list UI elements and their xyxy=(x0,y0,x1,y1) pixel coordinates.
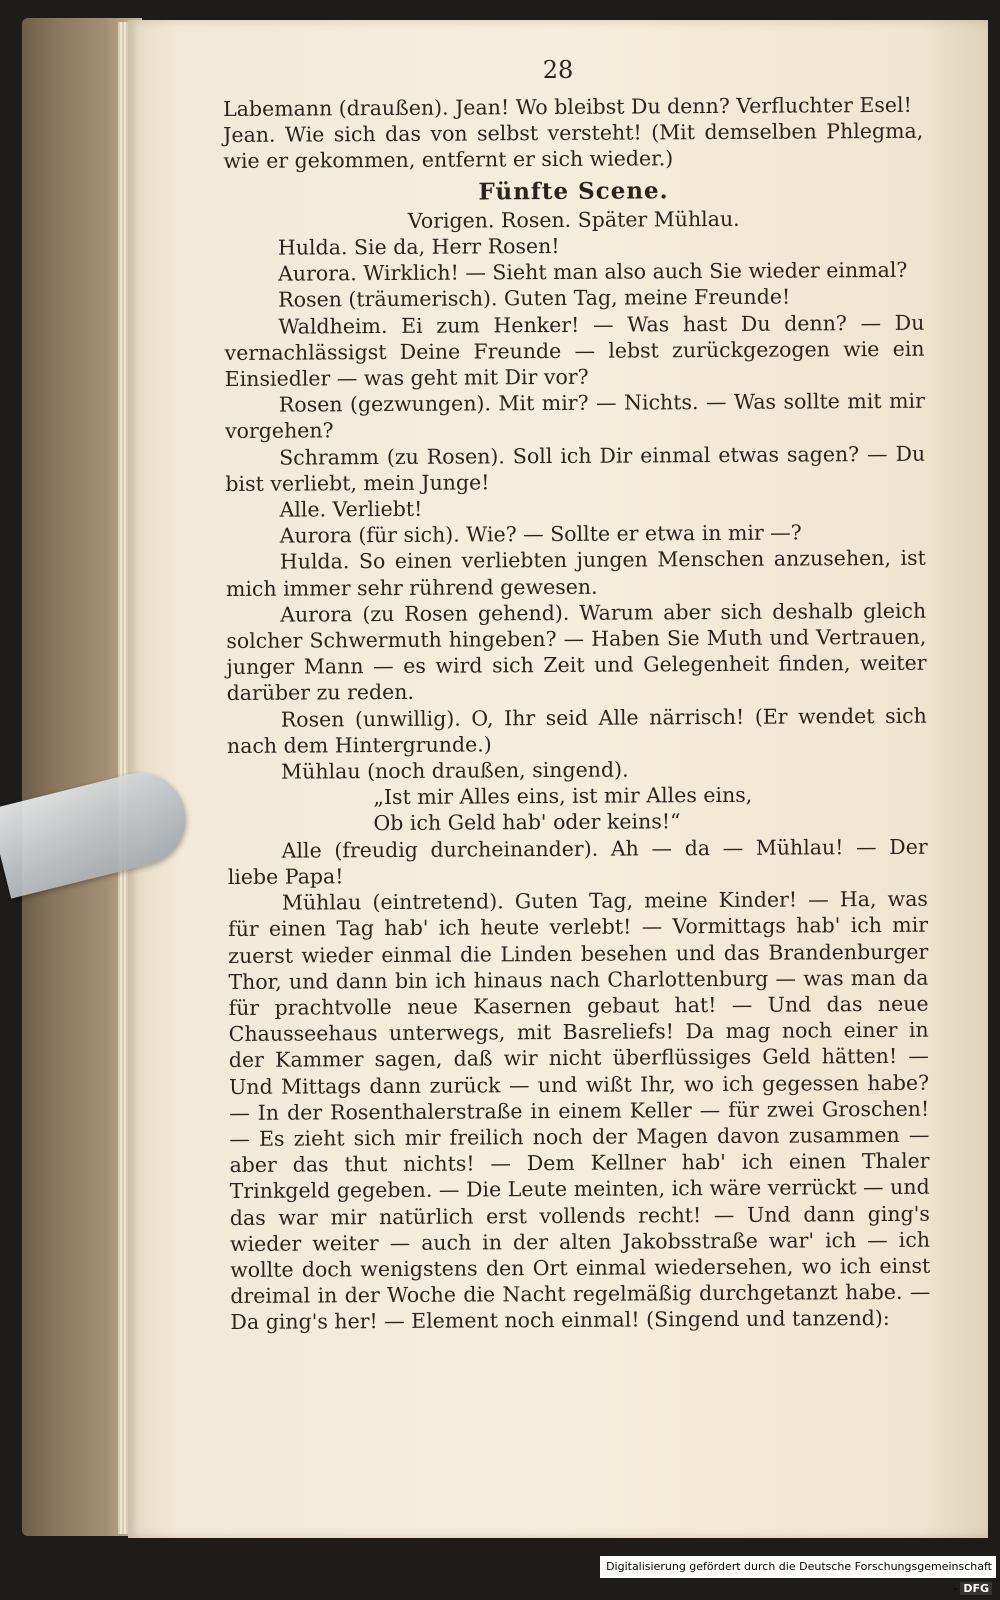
verse-line: „Ist mir Alles eins, ist mir Alles eins, xyxy=(373,783,753,810)
text-paragraph: Alle (freudig durcheinander). Ah — da — Mühlau! — Der liebe Papa! xyxy=(227,834,928,889)
footer-credit xyxy=(600,1556,996,1595)
text-paragraph: Rosen (gezwungen). Mit mir? — Nichts. — Was sollte mit mir vorgehen? xyxy=(224,388,925,444)
text-paragraph: Mühlau (eintretend). Guten Tag, meine Kinder! — Ha, was für einen Tag hab' ich heute verlebt! — Vormittags hab' ich mir zuerst wieder einmal die Linden besehen und das Brandenburger Thor, und dann bin ich hinaus nach Charlottenburg — was man da für prachtvolle neue Kasernen gebaut hat! — Und das neue Chausseehaus unterwegs, mit Basreliefs! Da mag noch einer in der Kammer sagen, daß wir nicht überflüssiges Geld hätten! — Und Mittags dann zurück — und wißt Ihr, wo ich gegessen habe? — In der Rosenthalerstraße in einem Keller — für zwei Groschen! — Es zieht sich mir freilich noch der Magen davon zusammen — aber das thut nichts! — Dem Kellner hab' ich einen Thaler Trinkgeld gegeben. — Die Leute meinten, ich wäre verrückt — und das war mir natürlich erst vollends recht! — Und dann ging's wieder weiter — auch in der alten Jakobsstraße war' ich — ich wollte doch wenigstens den Ort einmal wiedersehen, wo ich einst dreimal in der Woche die Nacht regelmäßig durchgetanzt habe. — Da ging's her! — Element noch einmal! (Singend und tanzend): xyxy=(228,886,931,1335)
text-paragraph: Mühlau (noch draußen, singend). xyxy=(281,757,629,784)
text-paragraph: Waldheim. Ei zum Henker! — Was hast Du denn? — Du vernachlässigst Deine Freunde — lebst zurückgezogen wie ein Einsiedler — was geht mit Dir vor? xyxy=(224,310,925,392)
text-paragraph: Labemann (draußen). Jean! Wo bleibst Du denn? Verfluchter Esel! xyxy=(223,92,912,121)
text-paragraph: Rosen (träumerisch). Guten Tag, meine Freunde! xyxy=(278,284,791,313)
text-paragraph: Aurora. Wirklich! — Sieht man also auch Sie wieder einmal? xyxy=(278,258,908,286)
text-paragraph: Jean. Wie sich das von selbst versteht! (Mit demselben Phlegma, wie er gekommen, entfernt er sich wieder.) xyxy=(223,118,924,174)
verse-line: Ob ich Geld hab' oder keins!“ xyxy=(373,809,681,836)
text-paragraph: Alle. Verliebt! xyxy=(279,496,423,522)
page-text xyxy=(223,92,931,1336)
text-paragraph: Hulda. Sie da, Herr Rosen! xyxy=(277,233,560,260)
text-paragraph: Schramm (zu Rosen). Soll ich Dir einmal etwas sagen? — Du bist verliebt, mein Junge! xyxy=(225,441,926,496)
page-number: 28 xyxy=(542,56,574,84)
text-paragraph: Aurora (zu Rosen gehend). Warum aber sich deshalb gleich solcher Schwermuth hingeben? — Haben Sie Muth und Vertrauen, junger Mann — es wird sich Zeit und Gelegenheit finden, weiter darüber zu reden. xyxy=(226,598,927,706)
text-paragraph: Rosen (unwillig). O, Ihr seid Alle närrisch! (Er wendet sich nach dem Hintergrunde.) xyxy=(226,703,927,758)
text-paragraph: Vorigen. Rosen. Später Mühlau. xyxy=(407,206,740,233)
book-page xyxy=(128,20,988,1538)
text-paragraph: Hulda. So einen verliebten jungen Menschen anzusehen, ist mich immer sehr rührend gewesen. xyxy=(225,546,926,601)
scene-heading: Fünfte Scene. xyxy=(478,176,669,206)
dfg-logo: DFG xyxy=(960,1582,992,1595)
footer-text: Digitalisierung gefördert durch die Deutsche Forschungsgemeinschaft - xyxy=(606,1560,992,1595)
text-paragraph: Aurora (für sich). Wie? — Sollte er etwa in mir —? xyxy=(279,520,802,548)
